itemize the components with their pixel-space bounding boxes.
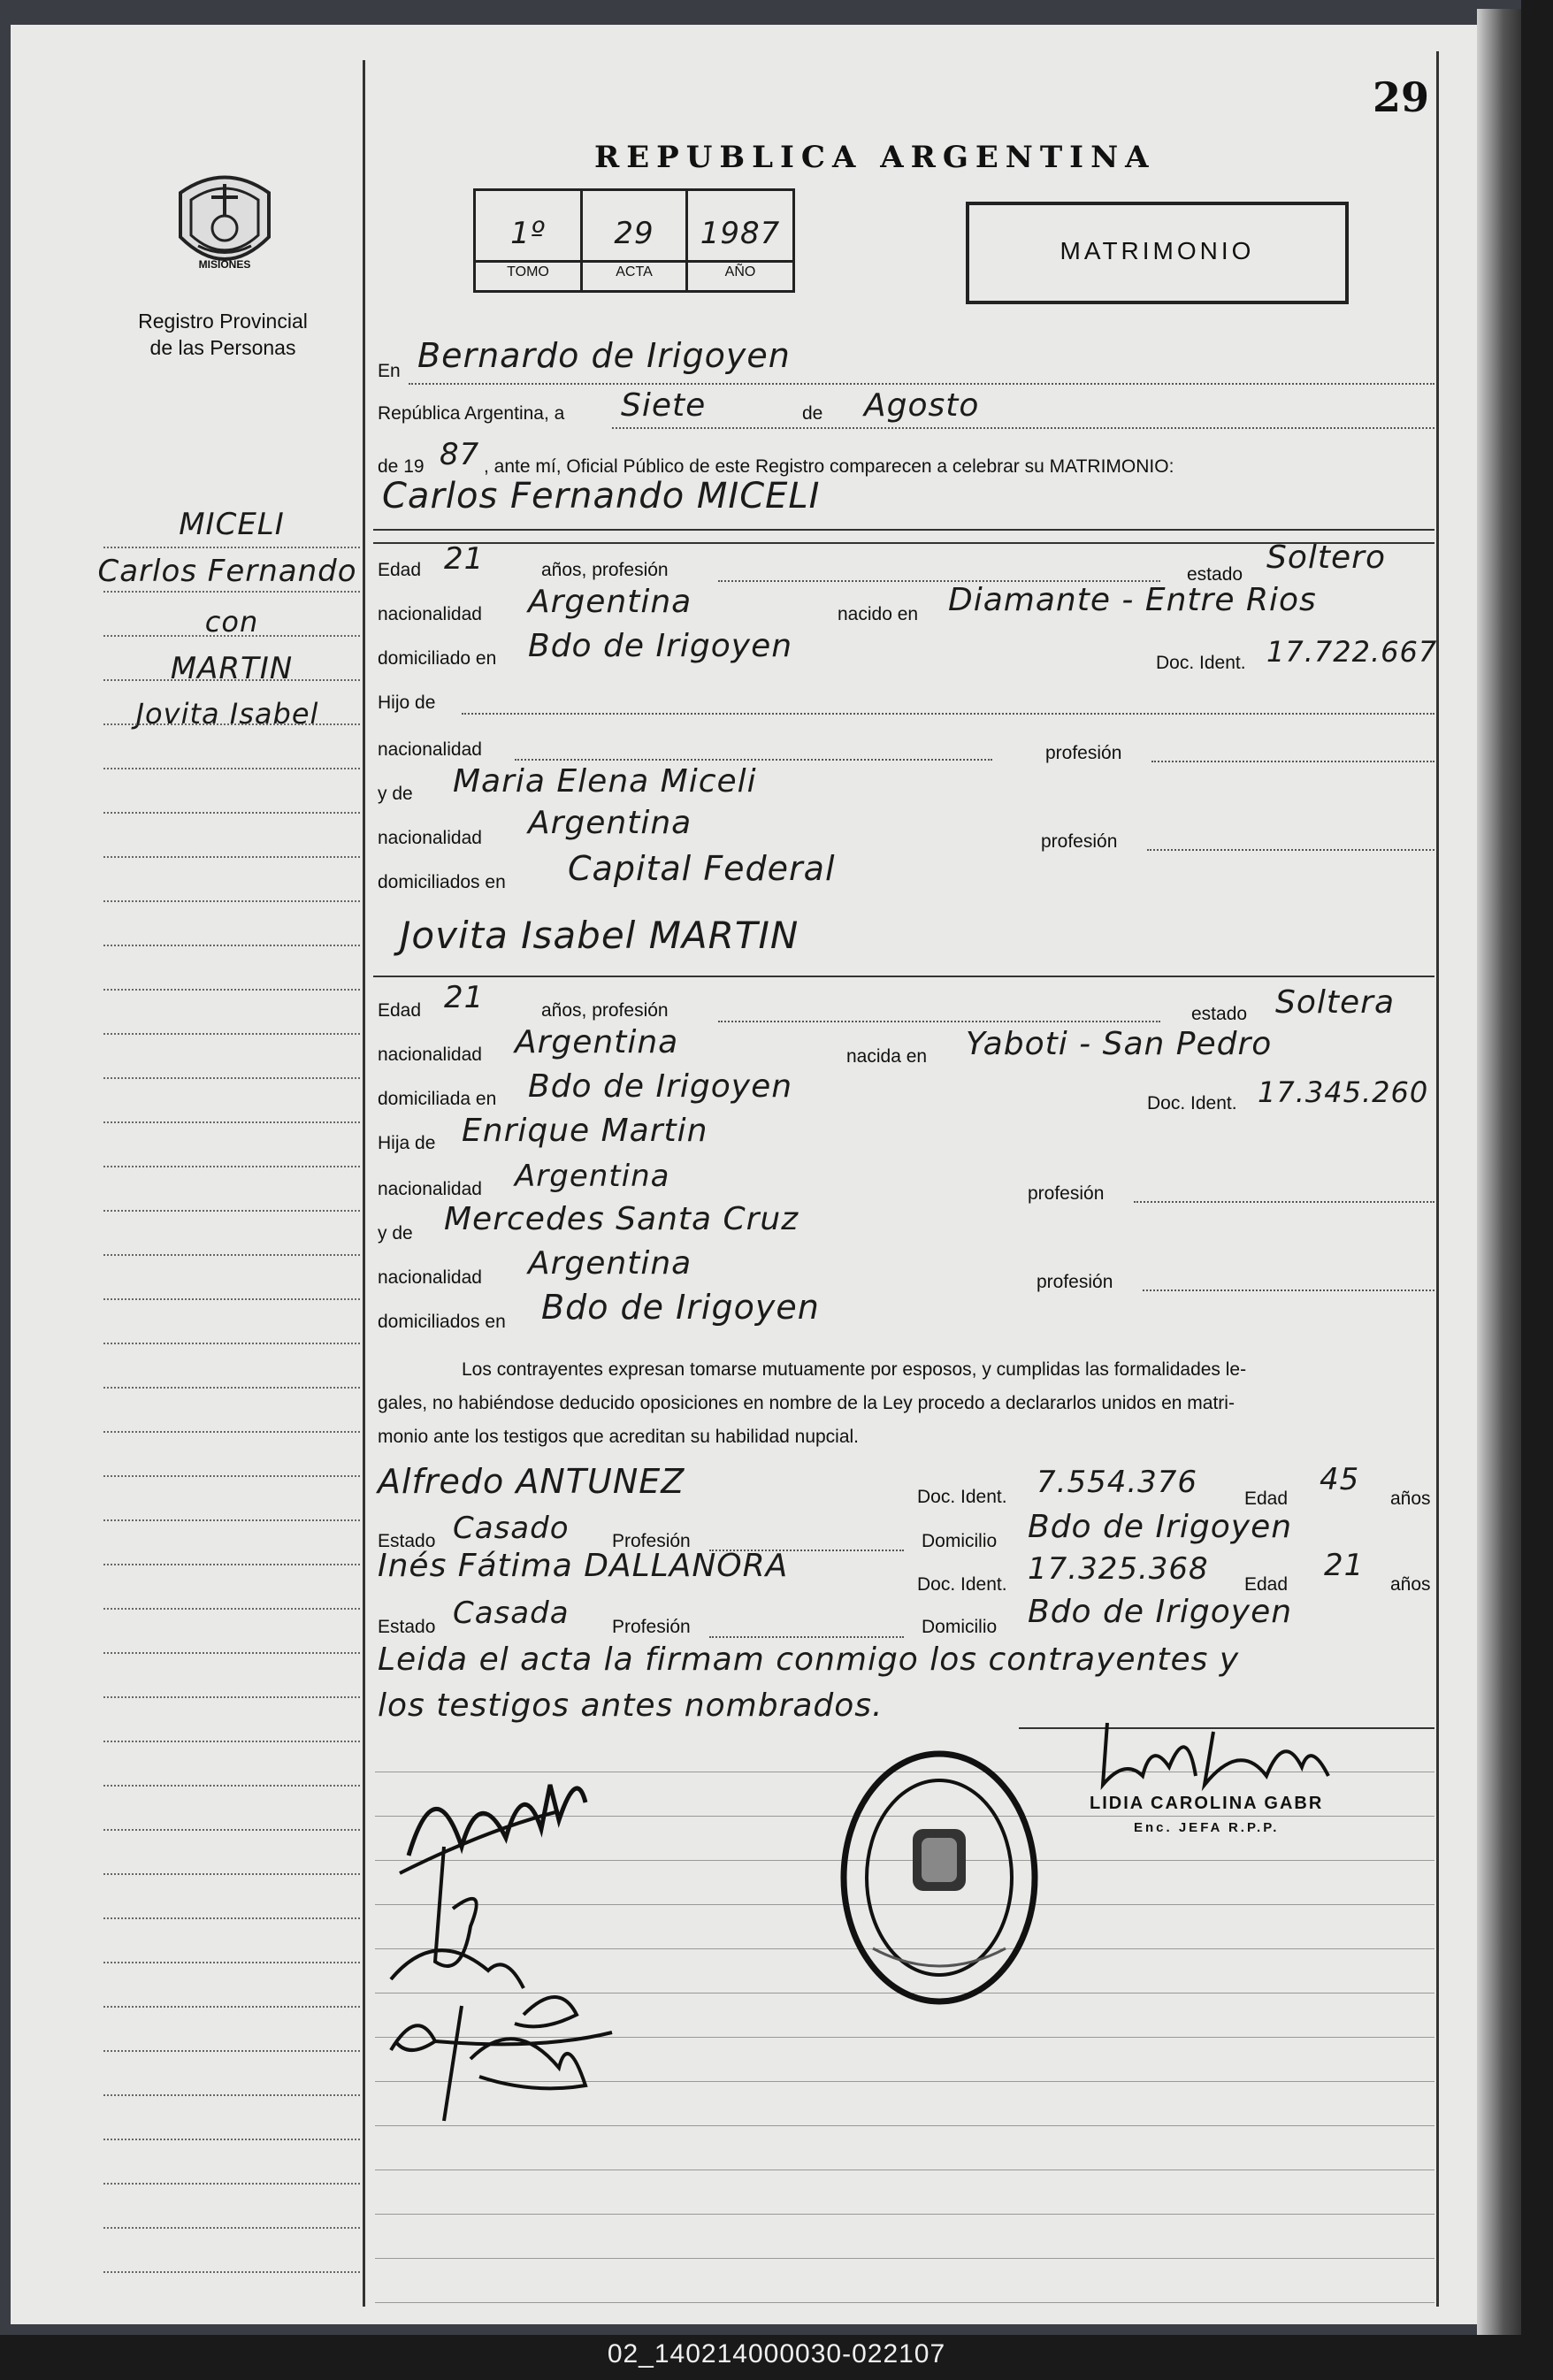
margin-ruled-line xyxy=(103,1785,360,1787)
margin-ruled-line xyxy=(103,1741,360,1742)
closing-line-1: Leida el acta la firmam conmigo los contrayentes y xyxy=(378,1642,1240,1678)
margin-groom-surname: MICELI xyxy=(179,507,285,542)
republica-label: República Argentina, a xyxy=(378,403,565,424)
register-page xyxy=(11,25,1477,2324)
margin-ruled-line xyxy=(103,679,360,681)
bride-parents-dom: Bdo de Irigoyen xyxy=(541,1288,820,1327)
groom-domicilio: Bdo de Irigoyen xyxy=(528,628,793,664)
margin-ruled-line xyxy=(103,1652,360,1654)
witness1-age: 45 xyxy=(1320,1462,1360,1497)
tomo-value: 1º xyxy=(510,216,546,251)
witness1-prof-label: Profesión xyxy=(612,1531,691,1551)
margin-ruled-line xyxy=(103,1077,360,1079)
margin-ruled-line xyxy=(103,856,360,858)
margin-bride-surname: MARTIN xyxy=(170,651,294,686)
bride-y-de-label: y de xyxy=(378,1223,413,1244)
bride-separator xyxy=(373,976,1434,977)
place-line xyxy=(409,383,1434,385)
declaration-line-3: monio ante los testigos que acreditan su habilidad nupcial. xyxy=(378,1427,860,1447)
left-margin-rule xyxy=(363,60,365,2307)
closing-line-2: los testigos antes nombrados. xyxy=(378,1687,884,1724)
groom-nacionalidad: Argentina xyxy=(528,584,692,620)
witness2-anos-label: años xyxy=(1390,1574,1431,1595)
registry-line-1: Registro Provincial xyxy=(138,310,308,333)
margin-ruled-line xyxy=(103,1298,360,1300)
margin-ruled-line xyxy=(103,1608,360,1610)
witness2-domicilio: Bdo de Irigoyen xyxy=(1028,1594,1293,1630)
witness1-doc: 7.554.376 xyxy=(1037,1465,1198,1500)
bride-profesion-label: años, profesión xyxy=(541,1000,669,1021)
bride-mother: Mercedes Santa Cruz xyxy=(444,1201,799,1237)
day-value: Siete xyxy=(621,387,707,424)
bride-hija-label: Hija de xyxy=(378,1133,436,1153)
groom-hijo-label: Hijo de xyxy=(378,693,436,713)
witness1-domicilio: Bdo de Irigoyen xyxy=(1028,1509,1293,1545)
margin-ruled-line xyxy=(103,1829,360,1831)
bride-mother-prof-label: profesión xyxy=(1037,1272,1113,1292)
witness1-estado: Casado xyxy=(453,1511,570,1546)
groom-father-nac-line xyxy=(515,759,992,761)
witness2-estado: Casada xyxy=(453,1596,570,1631)
margin-ruled-line xyxy=(103,812,360,814)
groom-age: 21 xyxy=(444,541,485,577)
witness1-name: Alfredo ANTUNEZ xyxy=(378,1462,685,1501)
margin-ruled-line xyxy=(103,1873,360,1875)
bride-nac-label: nacionalidad xyxy=(378,1045,482,1065)
declaration-line-2: gales, no habiéndose deducido oposiciones en nombre de la Ley procedo a declararlos unidos en matri- xyxy=(378,1393,1235,1413)
bride-dom-label: domiciliada en xyxy=(378,1089,497,1109)
bride-nacida-label: nacida en xyxy=(846,1046,928,1067)
province-seal-icon xyxy=(172,166,278,281)
witness2-doc-label: Doc. Ident. xyxy=(917,1574,1007,1595)
place-value: Bernardo de Irigoyen xyxy=(417,336,791,375)
margin-ruled-line xyxy=(103,2050,360,2052)
margin-ruled-line xyxy=(103,900,360,902)
margin-ruled-line xyxy=(103,635,360,637)
margin-ruled-line xyxy=(103,1431,360,1433)
bride-father-prof-label: profesión xyxy=(1028,1183,1105,1204)
body-ruled-line xyxy=(375,2214,1434,2215)
bride-domicilio: Bdo de Irigoyen xyxy=(528,1068,793,1105)
margin-con: con xyxy=(204,605,259,639)
bride-father: Enrique Martin xyxy=(462,1113,708,1149)
groom-mother-prof-line xyxy=(1147,849,1434,851)
margin-ruled-line xyxy=(103,591,360,593)
groom-nac-label: nacionalidad xyxy=(378,604,482,624)
statement-text: , ante mí, Oficial Público de este Registro comparecen a celebrar su MATRIMONIO: xyxy=(484,456,1174,477)
margin-ruled-line xyxy=(103,1121,360,1123)
groom-dom-label: domiciliado en xyxy=(378,648,497,669)
page-number: 29 xyxy=(1373,73,1430,121)
month-value: Agosto xyxy=(864,387,980,424)
bride-estado: Soltera xyxy=(1275,984,1396,1021)
groom-y-de-label: y de xyxy=(378,784,413,804)
country-title: REPUBLICA ARGENTINA xyxy=(594,140,1156,175)
day-de-label: de xyxy=(802,403,823,424)
ano-label: AÑO xyxy=(724,264,756,279)
body-ruled-line xyxy=(375,2258,1434,2259)
groom-birthplace: Diamante - Entre Rios xyxy=(948,582,1317,618)
margin-ruled-line xyxy=(103,2094,360,2096)
witness2-prof-label: Profesión xyxy=(612,1617,691,1637)
margin-ruled-line xyxy=(103,1387,360,1389)
bride-mother-prof-line xyxy=(1143,1289,1434,1291)
ano-value: 1987 xyxy=(700,216,781,251)
margin-ruled-line xyxy=(103,989,360,991)
margin-ruled-line xyxy=(103,1696,360,1698)
groom-mother-nac-label: nacionalidad xyxy=(378,828,482,848)
margin-ruled-line xyxy=(103,945,360,946)
declaration-text xyxy=(378,1353,1434,1454)
seal-label: MISIONES xyxy=(198,258,251,271)
bride-doc: 17.345.260 xyxy=(1258,1075,1429,1109)
acta-value: 29 xyxy=(614,216,654,251)
bride-profesion-line xyxy=(718,1021,1160,1022)
footer-caption: 02_140214000030-022107 xyxy=(607,2339,946,2369)
groom-nacido-label: nacido en xyxy=(838,604,919,624)
groom-estado: Soltero xyxy=(1266,540,1386,576)
margin-groom-given: Carlos Fernando xyxy=(97,554,357,589)
official-title: Enc. JEFA R.P.P. xyxy=(1134,1820,1280,1835)
groom-mother-nac: Argentina xyxy=(528,805,692,841)
witness1-estado-label: Estado xyxy=(378,1531,436,1551)
bride-parents-dom-label: domiciliados en xyxy=(378,1312,506,1332)
margin-ruled-line xyxy=(103,2227,360,2229)
registry-line-2: de las Personas xyxy=(149,336,296,359)
margin-ruled-line xyxy=(103,1917,360,1919)
margin-bride-given: Jovita Isabel xyxy=(135,697,319,731)
witness2-dom-label: Domicilio xyxy=(922,1617,998,1637)
margin-ruled-line xyxy=(103,1166,360,1167)
margin-ruled-line xyxy=(103,1210,360,1212)
volume-record-box xyxy=(473,188,795,293)
margin-ruled-line xyxy=(103,768,360,769)
witness1-anos-label: años xyxy=(1390,1488,1431,1509)
witness1-dom-label: Domicilio xyxy=(922,1531,998,1551)
official-signature xyxy=(1090,1705,1355,1802)
record-type: MATRIMONIO xyxy=(1060,237,1255,264)
margin-ruled-line xyxy=(103,2271,360,2273)
margin-ruled-line xyxy=(103,1519,360,1521)
bride-edad-label: Edad xyxy=(378,1000,422,1021)
groom-parents-dom: Capital Federal xyxy=(568,849,836,888)
margin-ruled-line xyxy=(103,1564,360,1565)
bride-mother-nac-label: nacionalidad xyxy=(378,1267,482,1288)
book-spine xyxy=(1477,9,1521,2335)
witness2-edad-label: Edad xyxy=(1244,1574,1289,1595)
year-prefix: de 19 xyxy=(378,456,425,477)
bride-father-nac: Argentina xyxy=(515,1159,670,1194)
margin-ruled-line xyxy=(103,1343,360,1344)
tomo-label: TOMO xyxy=(507,264,549,279)
signatures-contrayentes-testigos xyxy=(382,1749,674,2130)
en-label: En xyxy=(378,361,401,381)
groom-mother-prof-label: profesión xyxy=(1041,831,1118,852)
declaration-line-1: Los contrayentes expresan tomarse mutuamente por esposos, y cumplidas las formalidades le- xyxy=(462,1359,1247,1380)
groom-father-prof-label: profesión xyxy=(1045,743,1122,763)
date-line xyxy=(612,427,1434,429)
witness1-doc-label: Doc. Ident. xyxy=(917,1487,1007,1507)
groom-doc-label: Doc. Ident. xyxy=(1156,653,1246,673)
record-type-box xyxy=(966,202,1349,304)
bride-father-nac-label: nacionalidad xyxy=(378,1179,482,1199)
margin-ruled-line xyxy=(103,547,360,548)
official-name: LIDIA CAROLINA GABR xyxy=(1090,1794,1324,1813)
registry-seal xyxy=(838,1745,1041,2010)
margin-ruled-line xyxy=(103,2006,360,2008)
groom-profesion-label: años, profesión xyxy=(541,560,669,580)
bride-father-prof-line xyxy=(1134,1201,1434,1203)
margin-ruled-line xyxy=(103,1254,360,1256)
witness2-prof-line xyxy=(709,1636,904,1638)
witness2-doc: 17.325.368 xyxy=(1028,1551,1209,1587)
groom-father-line xyxy=(462,713,1434,715)
margin-ruled-line xyxy=(103,2183,360,2185)
bride-estado-label: estado xyxy=(1191,1004,1248,1024)
groom-name-line xyxy=(373,529,1434,531)
registry-title xyxy=(95,308,351,361)
groom-father-nac-label: nacionalidad xyxy=(378,739,482,760)
margin-ruled-line xyxy=(103,1033,360,1035)
right-margin-rule xyxy=(1436,51,1439,2307)
year-value: 87 xyxy=(440,437,480,472)
groom-mother: Maria Elena Miceli xyxy=(453,763,757,800)
bride-mother-nac: Argentina xyxy=(528,1245,692,1282)
margin-ruled-line xyxy=(103,2139,360,2140)
groom-estado-label: estado xyxy=(1187,564,1243,585)
bride-nacionalidad: Argentina xyxy=(515,1024,679,1060)
bride-age: 21 xyxy=(444,980,485,1015)
witness2-age: 21 xyxy=(1324,1548,1365,1583)
groom-doc: 17.722.667 xyxy=(1266,635,1438,669)
margin-ruled-line xyxy=(103,1475,360,1477)
margin-ruled-line xyxy=(103,1962,360,1963)
bride-birthplace: Yaboti - San Pedro xyxy=(966,1026,1273,1062)
witness2-estado-label: Estado xyxy=(378,1617,436,1637)
body-ruled-line xyxy=(375,2302,1434,2303)
groom-father-prof-line xyxy=(1151,761,1434,762)
bride-name: Jovita Isabel MARTIN xyxy=(400,914,799,957)
acta-label: ACTA xyxy=(616,264,653,279)
margin-ruled-line xyxy=(103,723,360,725)
bride-doc-label: Doc. Ident. xyxy=(1147,1093,1237,1113)
groom-name: Carlos Fernando MICELI xyxy=(382,476,821,517)
witness1-edad-label: Edad xyxy=(1244,1488,1289,1509)
groom-edad-label: Edad xyxy=(378,560,422,580)
groom-parents-dom-label: domiciliados en xyxy=(378,872,506,892)
witness2-name: Inés Fátima DALLANORA xyxy=(378,1548,789,1584)
